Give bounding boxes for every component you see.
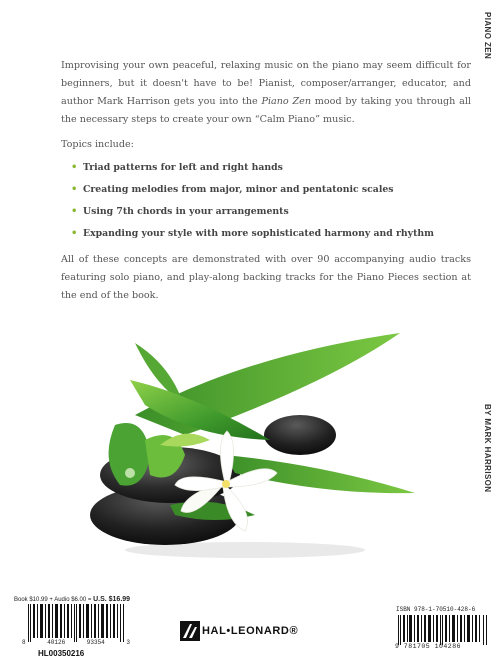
spine-title: PIANO ZEN bbox=[483, 12, 492, 60]
intro-paragraph bbox=[61, 57, 471, 129]
bullet-icon: • bbox=[71, 184, 78, 195]
bullet-icon: • bbox=[71, 162, 78, 173]
barcode-isbn bbox=[398, 615, 488, 645]
hal-leonard-logo-icon bbox=[180, 621, 200, 641]
spine-author: BY MARK HARRISON bbox=[483, 404, 492, 493]
topic-item bbox=[71, 225, 471, 247]
product-code: HL00350216 bbox=[38, 649, 85, 658]
topic-text: Using 7th chords in your arrangements bbox=[83, 206, 289, 217]
topic-item bbox=[71, 203, 471, 225]
isbn-label: ISBN 978-1-70510-428-6 bbox=[396, 606, 476, 613]
topics-heading: Topics include: bbox=[61, 139, 134, 150]
intro-text-end: mood by taking you through all the necessary steps to create your own “Calm Piano” music. bbox=[61, 96, 471, 125]
topic-item bbox=[71, 159, 471, 181]
intro-text-start: Improvising your own peaceful, relaxing music on the piano may seem difficult for beginners, but it doesn't have to be! Pianist, composer/arranger, educator, and author Mark Harrison gets you into the bbox=[61, 60, 471, 107]
bullet-icon: • bbox=[71, 228, 78, 239]
outro-paragraph: All of these concepts are demonstrated with over 90 accompanying audio tracks featuring solo piano, and play-along backing tracks for the Piano Pieces section at the end of the book. bbox=[61, 254, 471, 301]
price-breakdown: Book $10.99 + Audio $6.00 = bbox=[14, 597, 94, 603]
intro-book-title: Piano Zen bbox=[261, 96, 312, 107]
upc-digits bbox=[22, 639, 130, 646]
isbn-digits: 9 781705 104286 bbox=[395, 643, 462, 650]
bullet-icon: • bbox=[71, 206, 78, 217]
upc-digit-group: 3 bbox=[126, 639, 130, 646]
upc-digit-group: 93354 bbox=[86, 639, 105, 646]
publisher-logo bbox=[180, 620, 298, 642]
upc-digit-group: 8 bbox=[22, 639, 26, 646]
topic-text: Creating melodies from major, minor and pentatonic scales bbox=[83, 184, 394, 195]
topic-text: Triad patterns for left and right hands bbox=[83, 162, 283, 173]
price-label bbox=[14, 596, 130, 603]
zen-stones-bamboo-flower-image bbox=[75, 325, 415, 565]
publisher-name: HAL•LEONARD® bbox=[202, 625, 299, 637]
topic-text: Expanding your style with more sophisticated harmony and rhythm bbox=[83, 228, 434, 239]
upc-digit-group: 40126 bbox=[47, 639, 66, 646]
topic-item bbox=[71, 181, 471, 203]
spine bbox=[478, 0, 500, 667]
topics-list bbox=[71, 159, 471, 247]
price-total: U.S. $16.99 bbox=[93, 596, 131, 603]
barcode-upc bbox=[28, 604, 126, 642]
